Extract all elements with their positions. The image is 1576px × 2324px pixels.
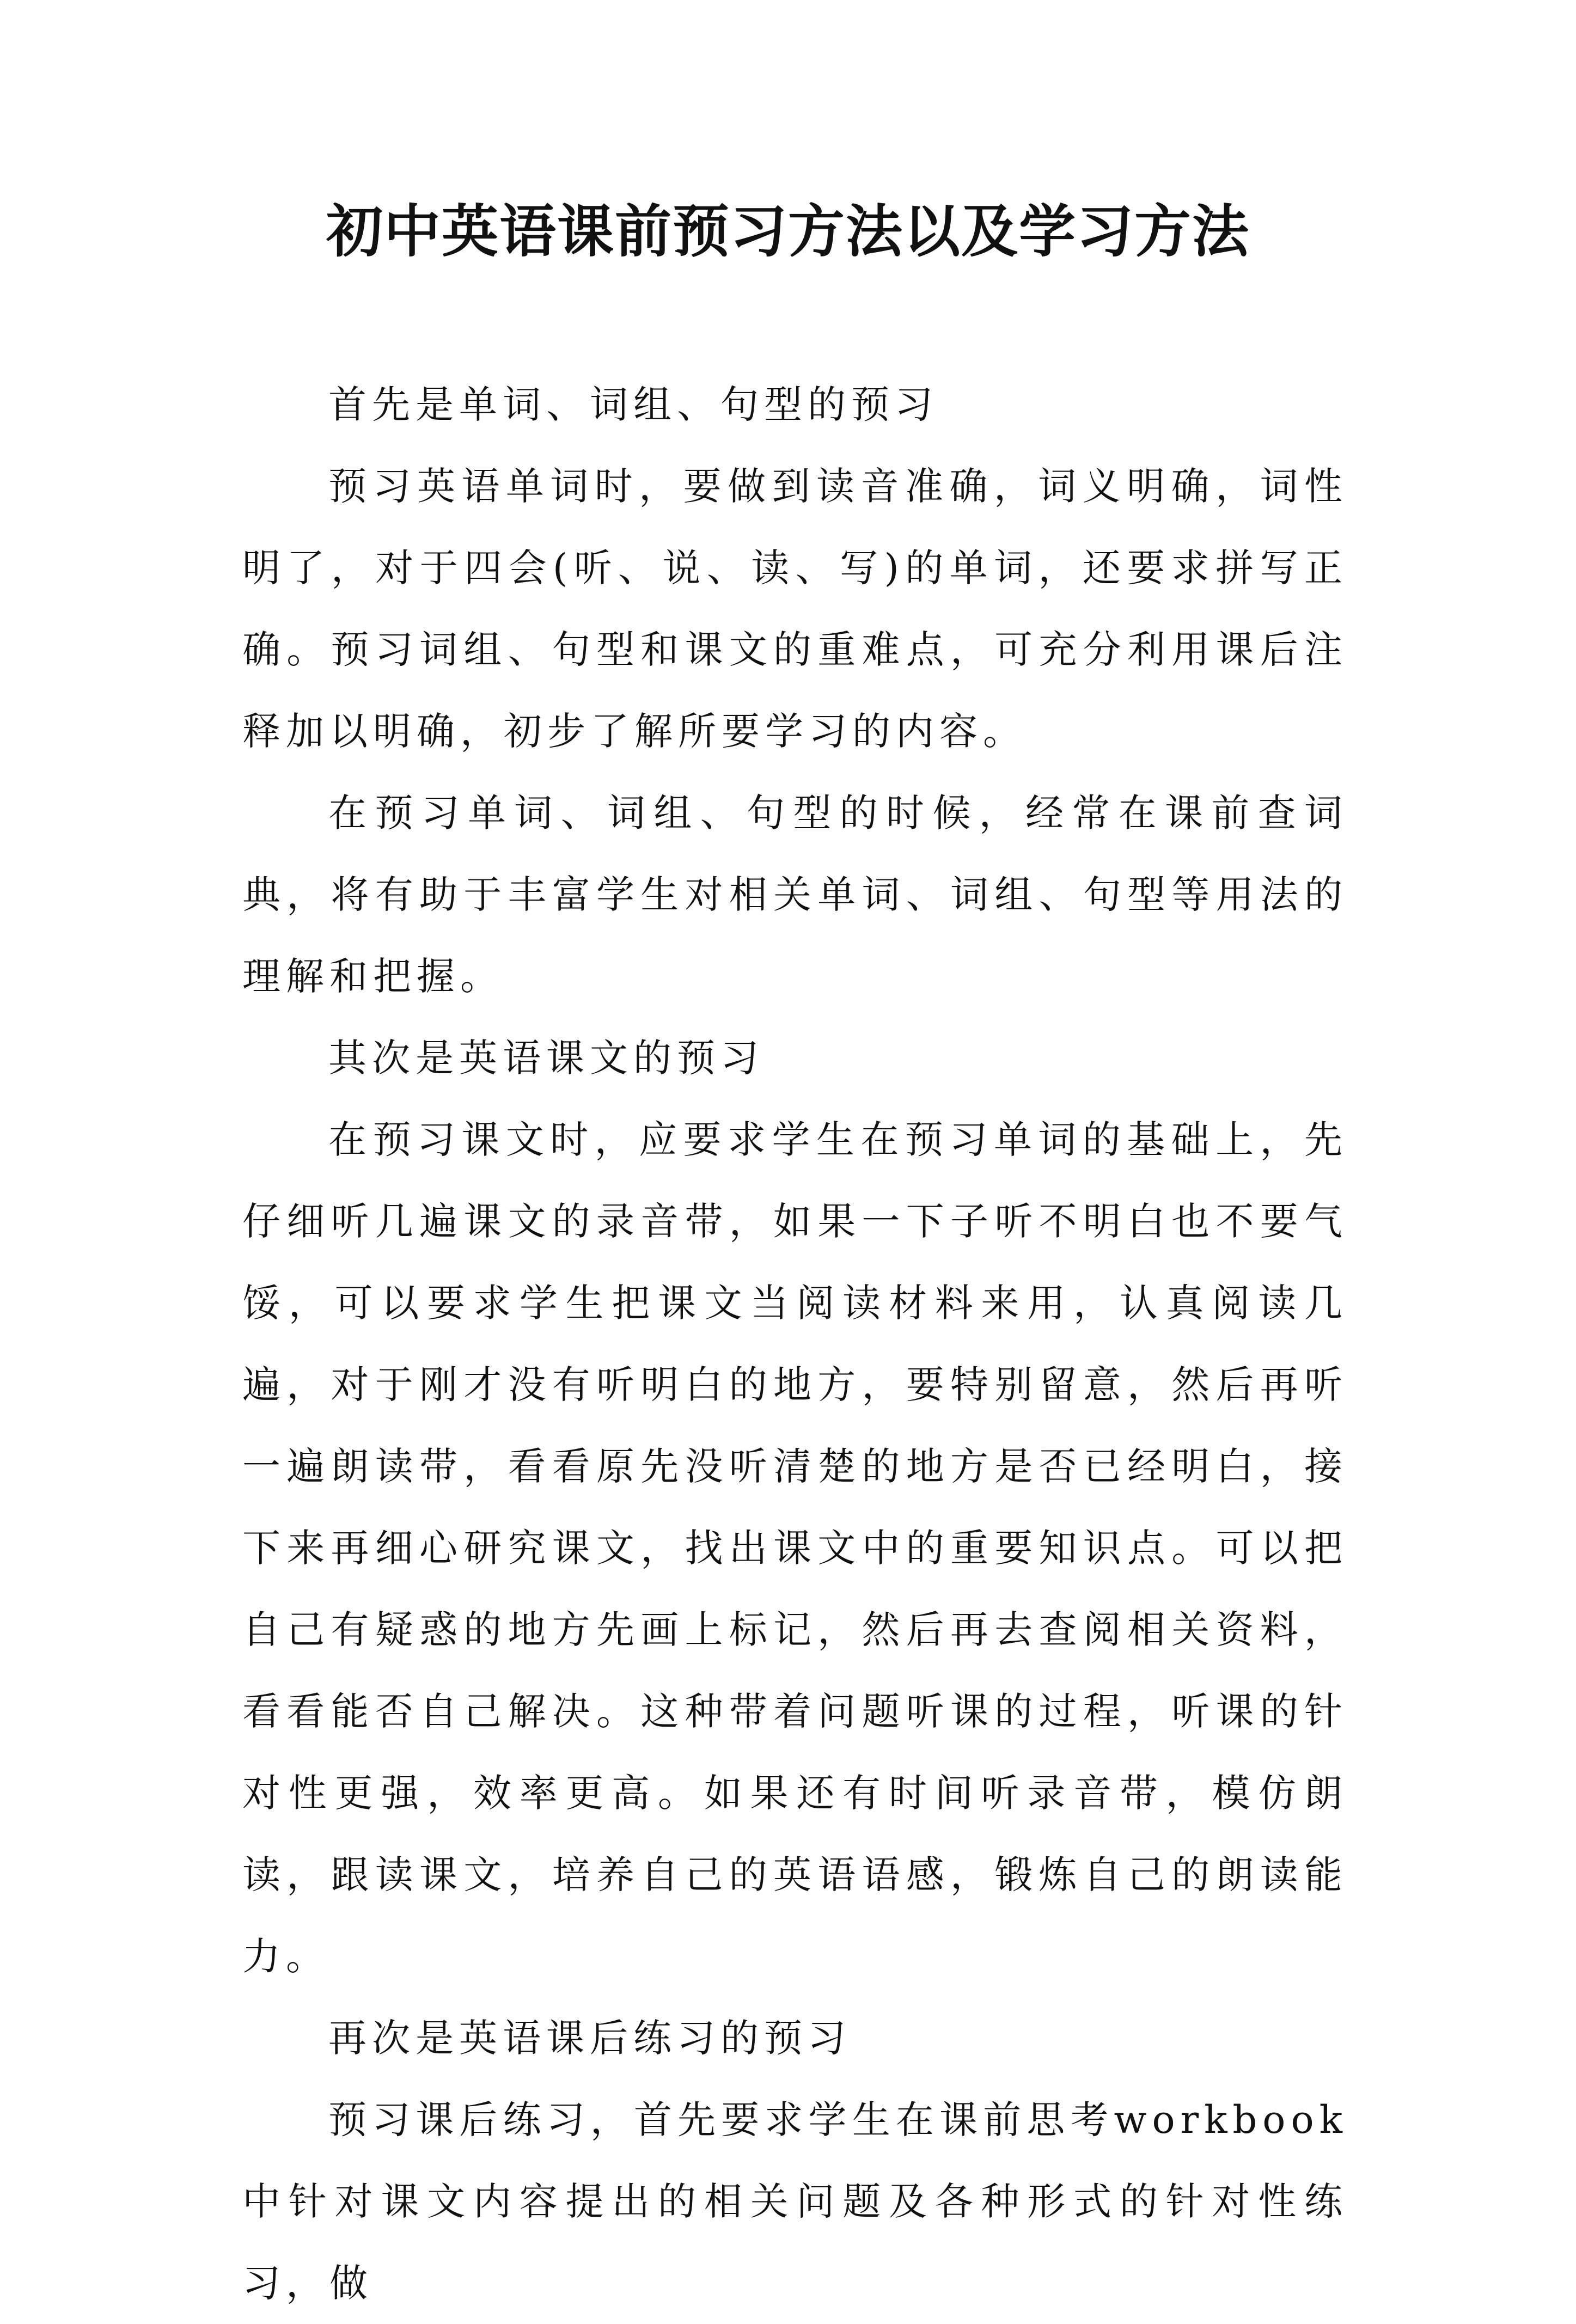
document-title: 初中英语课前预习方法以及学习方法 xyxy=(326,198,1250,265)
paragraph-heading-vocabulary: 首先是单词、词组、句型的预习 xyxy=(328,382,938,427)
paragraph-text-preview: 在预习课文时，应要求学生在预习单词的基础上，先仔细听几遍课文的录音带，如果一下子听不明白也不要气馁，可以要求学生把课文当阅读材料来用，认真阅读几遍，对于刚才没有听明白的地方，要特别留意，然后再听一遍朗读带，看看原先没听清楚的地方是否已经明白，接下来再细心研究课文，找出课文中的重要知识点。可以把自己有疑惑的地方先画上标记，然后再去查阅相关资料，看看能否自己解决。这种带着问题听课的过程，听课的针对性更强，效率更高。如果还有时间听录音带，模仿朗读，跟读课文，培养自己的英语语感，锻炼自己的朗读能力。 xyxy=(242,1117,1348,1979)
paragraph-dictionary-use: 在预习单词、词组、句型的时候，经常在课前查词典，将有助于丰富学生对相关单词、词组、句型等用法的理解和把握。 xyxy=(242,791,1348,999)
paragraph-vocabulary-preview: 预习英语单词时，要做到读音准确，词义明确，词性明了，对于四会(听、说、读、写)的单词，还要求拼写正确。预习词组、句型和课文的重难点，可充分利用课后注释加以明确，初步了解所要学习的内容。 xyxy=(242,464,1348,754)
paragraph-heading-exercises: 再次是英语课后练习的预习 xyxy=(328,2016,851,2060)
paragraph-exercises-preview: 预习课后练习，首先要求学生在课前思考workbook中针对课文内容提出的相关问题及各种形式的针对性练习，做 xyxy=(242,2097,1348,2305)
document-body xyxy=(242,364,1348,2324)
paragraph-heading-text: 其次是英语课文的预习 xyxy=(328,1036,764,1080)
